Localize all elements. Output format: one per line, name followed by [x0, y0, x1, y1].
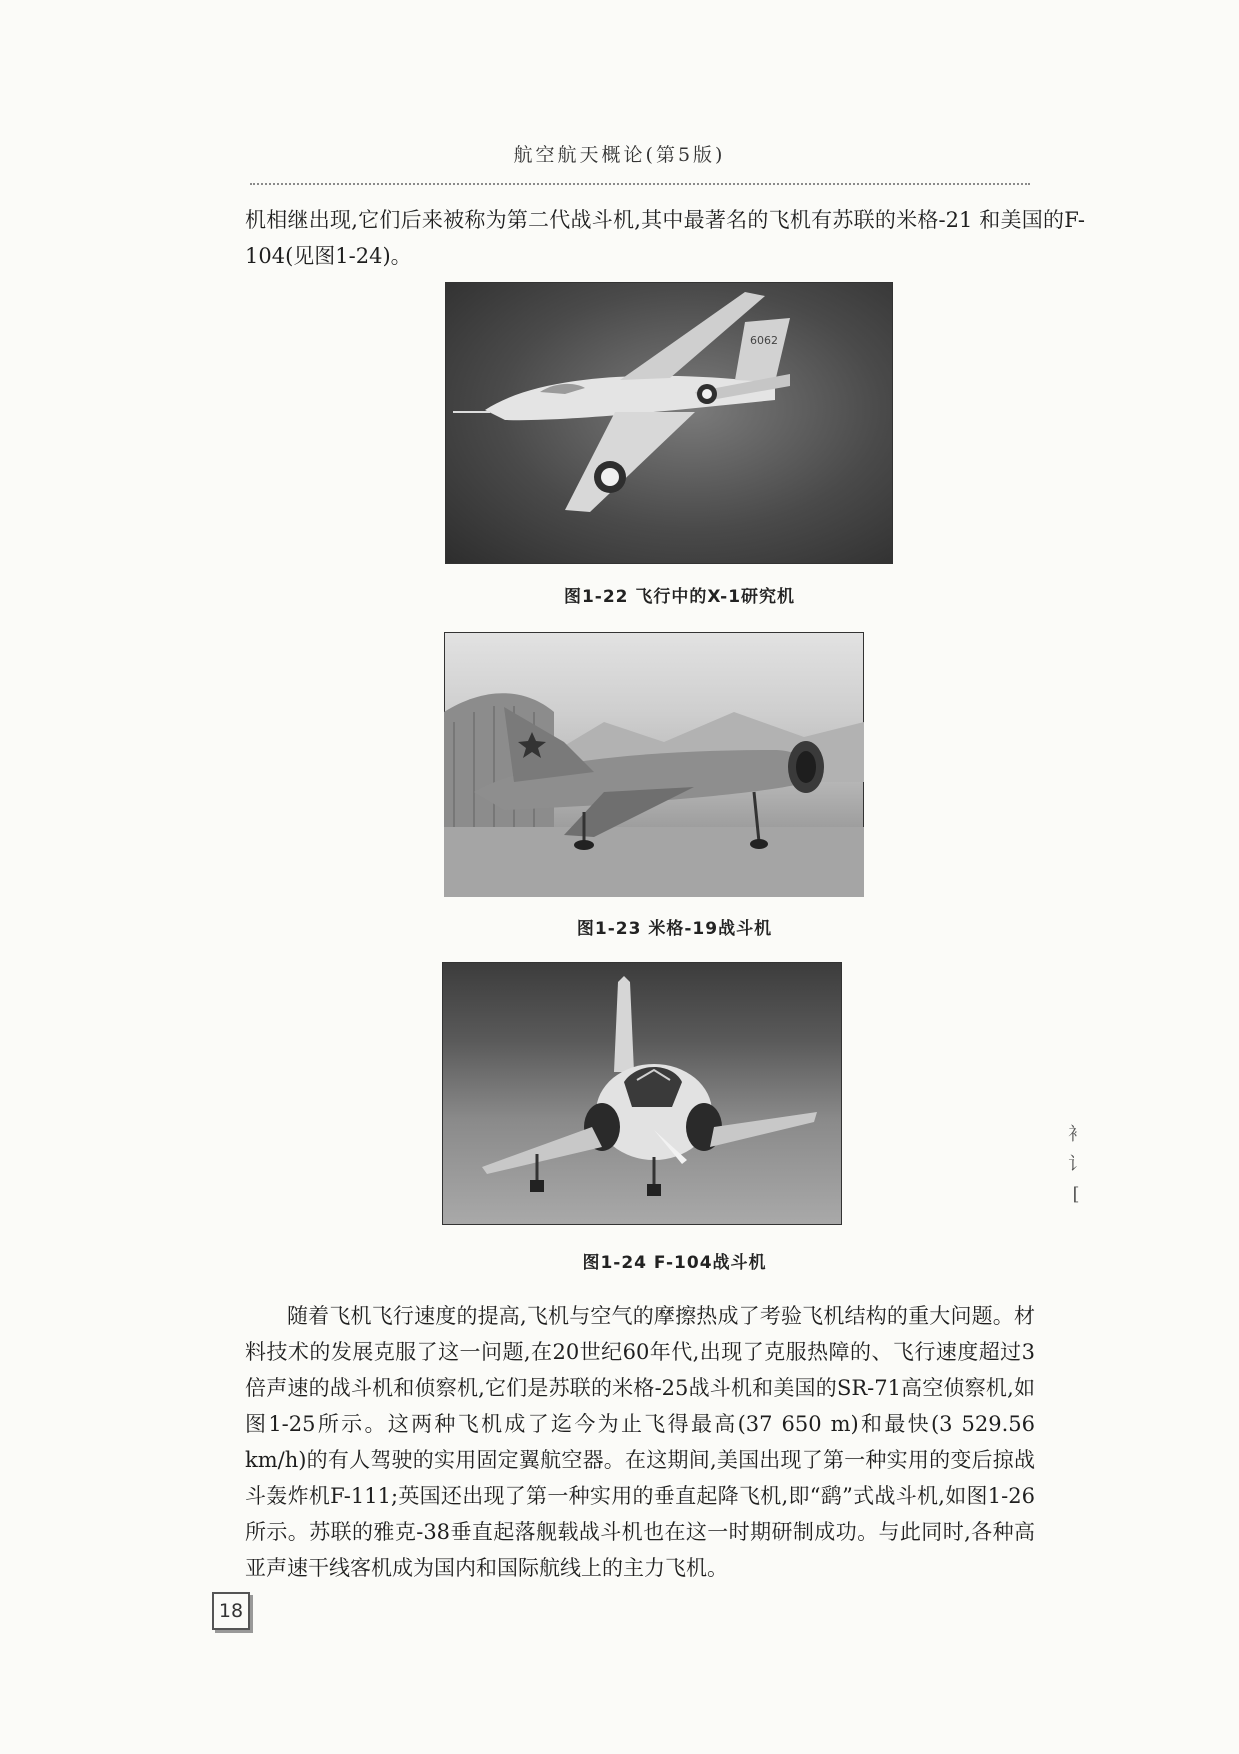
facing-page-edge-marks [1068, 1120, 1084, 1210]
body-paragraph: 随着飞机飞行速度的提高,飞机与空气的摩擦热成了考验飞机结构的重大问题。材料技术的发展克服了这一问题,在20世纪60年代,出现了克服热障的、飞行速度超过3倍声速的战斗机和侦察机,它们是苏联的米格-25战斗机和美国的SR-71高空侦察机,如图1-25所示。这两种飞机成了迄今为止飞得最高(37 650 m)和最快(3 529.56 km/h)的有人驾驶的实用固定翼航空器。在这期间,美国出现了第一种实用的变后掠战斗轰炸机F-111;英国还出现了第一种实用的垂直起降飞机,即“鹞”式战斗机,如图1-26所示。苏联的雅克-38垂直起落舰载战斗机也在这一时期研制成功。与此同时,各种高亚声速干线客机成为国内和国际航线上的主力飞机。 [245, 1304, 1035, 1580]
page-number: 18 [212, 1592, 250, 1630]
edge-mark: [ [1072, 1184, 1080, 1205]
figure-mig19-photo [444, 632, 864, 897]
figure-x1-photo [445, 282, 893, 564]
edge-mark: 讠 [1068, 1154, 1086, 1175]
figure-f104-photo [442, 962, 842, 1225]
top-paragraph: 机相继出现,它们后来被称为第二代战斗机,其中最著名的飞机有苏联的米格-21 和美国的F-104(见图1-24)。 [245, 208, 1085, 268]
f104-aircraft-illustration [442, 962, 842, 1225]
running-head: 航空航天概论(第5版) [513, 144, 726, 166]
tail-number: 6062 [750, 334, 778, 347]
edge-mark: 衤 [1068, 1124, 1086, 1145]
header-rule [250, 183, 1030, 185]
figure-caption-1-24: 图1-24 F-104战斗机 [582, 1253, 767, 1273]
x1-aircraft-illustration [445, 282, 893, 564]
figure-caption-1-23: 图1-23 米格-19战斗机 [576, 919, 773, 939]
mig19-aircraft-illustration [444, 632, 864, 897]
figure-caption-1-22: 图1-22 飞行中的X-1研究机 [563, 587, 796, 607]
